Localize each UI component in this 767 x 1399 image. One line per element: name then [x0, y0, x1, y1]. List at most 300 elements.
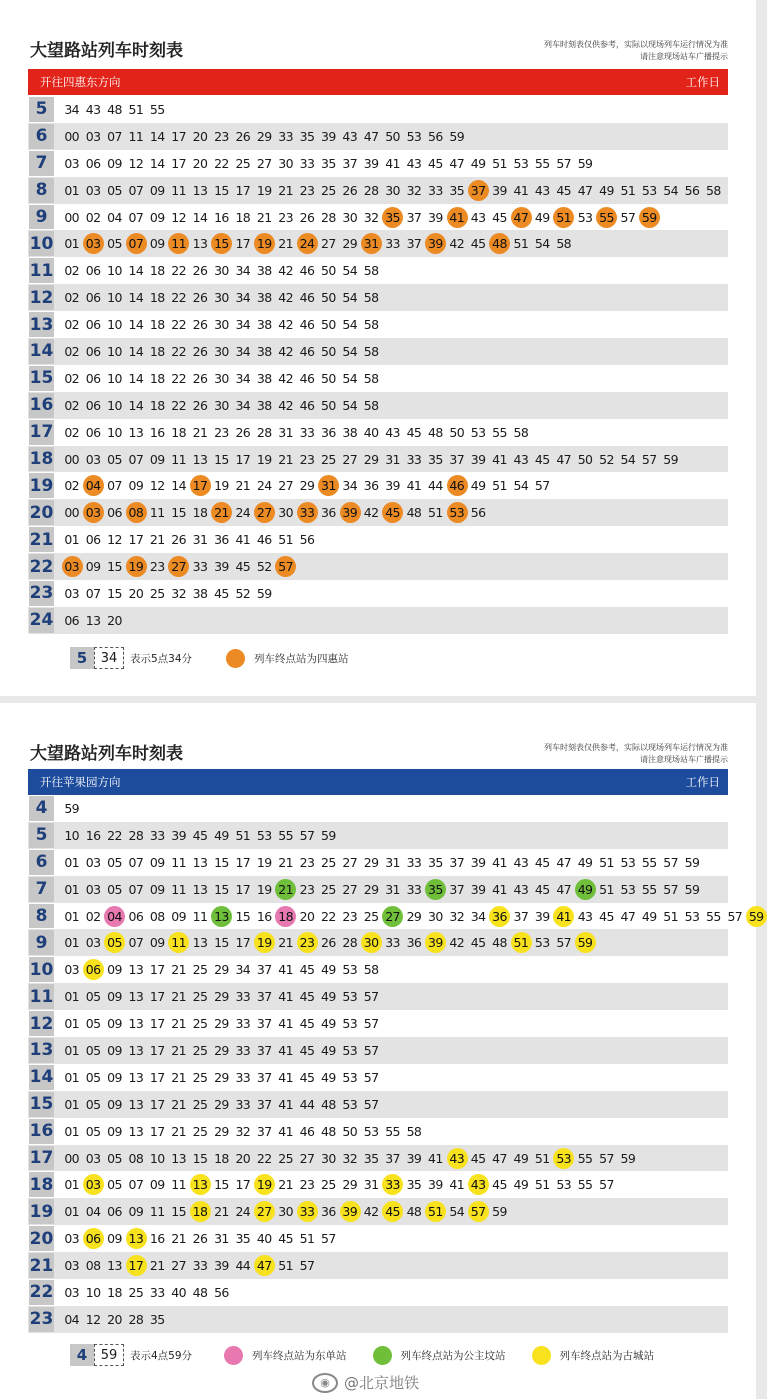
minute: 22 [256, 1150, 272, 1166]
minute: 25 [192, 1096, 208, 1112]
minute: 29 [214, 1123, 229, 1139]
minute: 00 [64, 128, 80, 144]
minutes-list [61, 123, 467, 150]
minute: 19 [214, 478, 229, 494]
minute: 36 [321, 505, 336, 521]
minute: 04 [85, 1204, 101, 1220]
pink-dot-icon [224, 1346, 243, 1365]
minute: 21 [171, 1123, 186, 1139]
minute: 15 [214, 854, 229, 870]
direction-label: 开往四惠东方向 [40, 75, 121, 89]
minute: 41 [278, 1042, 293, 1058]
minute: 29 [406, 908, 422, 924]
hour-cell: 5 [29, 97, 54, 122]
minute: 33 [192, 1258, 208, 1274]
minute: 17 [149, 1096, 165, 1112]
minute: 03 [85, 128, 101, 144]
minute: 41 [278, 989, 293, 1005]
minute: 00 [64, 1150, 80, 1166]
watermark-text: @北京地铁 [344, 1374, 420, 1392]
minute: 29 [214, 989, 229, 1005]
minute-marked: 53 [446, 505, 467, 520]
minute-marked: 24 [296, 236, 317, 251]
minute: 10 [85, 1284, 101, 1300]
minute: 17 [235, 854, 251, 870]
minute: 56 [427, 128, 443, 144]
minute: 58 [556, 236, 572, 252]
minute: 17 [235, 236, 251, 252]
hour-cell: 11 [29, 984, 54, 1009]
minute: 22 [171, 263, 186, 279]
minute: 25 [192, 989, 208, 1005]
minute: 58 [706, 182, 721, 198]
minute: 36 [321, 1204, 336, 1220]
minute: 17 [235, 1177, 251, 1193]
minute: 01 [64, 532, 80, 548]
timetable-row [28, 446, 728, 473]
minutes-list [61, 284, 382, 311]
minute: 51 [492, 478, 507, 494]
minute: 15 [214, 182, 229, 198]
minutes-list [61, 1252, 318, 1279]
minute: 54 [342, 317, 358, 333]
minute: 57 [620, 209, 636, 225]
minute-marked: 27 [254, 1204, 275, 1219]
minute: 39 [214, 559, 229, 575]
minute: 09 [149, 1177, 165, 1193]
minute: 03 [64, 1258, 80, 1274]
minute: 13 [85, 612, 101, 628]
minute: 19 [256, 451, 272, 467]
minute-marked: 39 [425, 935, 446, 950]
minute-marked: 21 [275, 882, 296, 897]
day-type-label: 工作日 [685, 75, 720, 89]
minute: 41 [427, 1150, 443, 1166]
minute: 40 [363, 424, 379, 440]
minute: 46 [299, 263, 315, 279]
minute: 31 [214, 1231, 229, 1247]
timetable-row [28, 526, 728, 553]
minute: 43 [342, 128, 358, 144]
minute: 35 [406, 1177, 422, 1193]
minute: 32 [449, 908, 465, 924]
minute-marked: 48 [489, 236, 510, 251]
minute: 32 [342, 1150, 358, 1166]
minute: 37 [256, 1016, 272, 1032]
minute: 39 [470, 451, 486, 467]
minute: 53 [256, 827, 272, 843]
hour-cell: 23 [29, 1307, 54, 1332]
minute: 25 [321, 881, 336, 897]
minute: 33 [235, 989, 251, 1005]
minute: 45 [427, 155, 443, 171]
minute: 54 [342, 370, 358, 386]
sheet-title: 大望路站列车时刻表 [30, 41, 183, 61]
minute: 59 [684, 854, 700, 870]
minute: 01 [64, 1096, 80, 1112]
minute: 07 [128, 881, 144, 897]
minute: 50 [385, 128, 400, 144]
minute-marked: 31 [360, 236, 381, 251]
minute: 54 [342, 290, 358, 306]
minutes-list [61, 177, 724, 204]
minute: 13 [128, 424, 144, 440]
minute: 09 [107, 1096, 122, 1112]
minute: 51 [534, 1150, 550, 1166]
minute-marked: 19 [254, 935, 275, 950]
hour-cell: 20 [29, 1226, 54, 1251]
minute: 45 [299, 1016, 315, 1032]
minute: 32 [406, 182, 422, 198]
minute: 49 [470, 478, 486, 494]
minute: 01 [64, 182, 80, 198]
minute: 20 [128, 585, 144, 601]
minute: 34 [64, 101, 80, 117]
minute: 06 [85, 155, 101, 171]
minute: 14 [128, 370, 144, 386]
minute: 09 [149, 209, 165, 225]
minute: 02 [64, 478, 80, 494]
minute: 27 [171, 1258, 186, 1274]
hour-cell: 4 [29, 796, 54, 821]
minute: 55 [641, 854, 657, 870]
timetable-row [28, 472, 728, 499]
minute: 21 [149, 532, 165, 548]
minute-marked: 33 [296, 505, 317, 520]
minute: 06 [85, 317, 101, 333]
hour-cell: 8 [29, 904, 54, 929]
minutes-list [61, 1037, 382, 1064]
minute-marked: 53 [553, 1151, 574, 1166]
minute: 47 [556, 451, 572, 467]
minute: 32 [363, 209, 379, 225]
minute: 58 [363, 962, 379, 978]
hour-cell: 9 [29, 930, 54, 955]
minute: 41 [406, 478, 422, 494]
minute: 45 [299, 1069, 315, 1085]
minute: 34 [470, 908, 486, 924]
minute: 53 [342, 1096, 358, 1112]
minute: 49 [321, 962, 336, 978]
timetable-row [28, 419, 728, 446]
minutes-list [61, 1279, 232, 1306]
minute-marked: 57 [275, 559, 296, 574]
minute: 57 [363, 1042, 379, 1058]
timetable-row [28, 607, 728, 634]
sheet-title: 大望路站列车时刻表 [30, 744, 183, 764]
minute: 48 [427, 424, 443, 440]
minute: 29 [256, 128, 272, 144]
minute: 53 [342, 1069, 358, 1085]
minute: 46 [299, 343, 315, 359]
minute-marked: 05 [104, 935, 125, 950]
minute: 06 [85, 532, 101, 548]
minute: 06 [85, 290, 101, 306]
timetable-row [28, 1091, 728, 1118]
hour-cell: 16 [29, 1119, 54, 1144]
minute: 09 [107, 989, 122, 1005]
minute: 57 [363, 1016, 379, 1032]
minute: 31 [278, 424, 293, 440]
minute: 02 [64, 370, 80, 386]
minute: 17 [149, 1042, 165, 1058]
minute: 02 [64, 290, 80, 306]
minute: 03 [85, 1150, 101, 1166]
minute: 45 [492, 209, 507, 225]
minute: 07 [128, 451, 144, 467]
minute: 08 [85, 1258, 101, 1274]
minute: 26 [321, 935, 336, 951]
minute: 18 [149, 290, 165, 306]
minute-marked: 04 [104, 909, 125, 924]
minute: 23 [299, 182, 315, 198]
orange-dot-icon [226, 649, 245, 668]
minute: 30 [214, 370, 229, 386]
minute: 13 [128, 1123, 144, 1139]
minute: 16 [214, 209, 229, 225]
minute-marked: 41 [553, 909, 574, 924]
minute: 09 [149, 881, 165, 897]
minute: 57 [599, 1177, 614, 1193]
timetable-row [28, 580, 728, 607]
minute: 05 [85, 1123, 101, 1139]
minute: 15 [192, 1150, 208, 1166]
hour-cell: 14 [29, 339, 54, 364]
minute: 45 [299, 989, 315, 1005]
note-line-2: 请注意现场站车广播提示 [640, 755, 728, 764]
minute: 10 [107, 370, 122, 386]
minute: 17 [171, 155, 186, 171]
minute: 43 [85, 101, 101, 117]
minute-marked: 08 [125, 505, 146, 520]
minute: 34 [342, 478, 358, 494]
minute: 37 [406, 236, 422, 252]
minute: 59 [256, 585, 272, 601]
minute: 38 [256, 343, 272, 359]
minutes-list [61, 876, 703, 903]
minute: 47 [577, 182, 593, 198]
minute: 09 [107, 1231, 122, 1247]
minute: 06 [85, 263, 101, 279]
minute: 53 [534, 935, 550, 951]
minute: 42 [449, 935, 465, 951]
minute: 13 [128, 962, 144, 978]
minute: 59 [684, 881, 700, 897]
minute: 09 [85, 559, 101, 575]
minute-marked: 13 [211, 909, 232, 924]
minute: 01 [64, 935, 80, 951]
minute: 21 [171, 989, 186, 1005]
minute: 50 [321, 263, 336, 279]
minute: 49 [599, 182, 614, 198]
hour-cell: 10 [29, 957, 54, 982]
minute: 21 [278, 236, 293, 252]
minute: 41 [278, 1123, 293, 1139]
minute: 11 [171, 451, 186, 467]
minute: 28 [342, 935, 358, 951]
minute: 59 [449, 128, 465, 144]
minute: 31 [385, 854, 400, 870]
minute: 50 [321, 397, 336, 413]
minute: 33 [299, 424, 315, 440]
minute: 54 [342, 343, 358, 359]
minute-marked: 51 [553, 210, 574, 225]
minute: 13 [192, 236, 208, 252]
minute: 15 [214, 881, 229, 897]
minute: 41 [385, 155, 400, 171]
minute: 37 [342, 155, 358, 171]
minute: 21 [278, 854, 293, 870]
minute: 21 [149, 1258, 165, 1274]
minute: 26 [299, 209, 315, 225]
minute: 09 [107, 1123, 122, 1139]
minute: 53 [342, 962, 358, 978]
minutes-list [61, 1091, 382, 1118]
timetable-row [28, 1198, 728, 1225]
timetable-row [28, 956, 728, 983]
minute: 30 [214, 343, 229, 359]
timetable-row [28, 392, 728, 419]
minute: 30 [214, 397, 229, 413]
timetable-row [28, 311, 728, 338]
minute: 37 [449, 451, 465, 467]
minute-marked: 35 [425, 882, 446, 897]
minute: 42 [363, 505, 379, 521]
minute: 37 [256, 962, 272, 978]
minute: 57 [363, 989, 379, 1005]
legend-example-minute: 34 [94, 647, 124, 669]
minute: 03 [64, 1284, 80, 1300]
hour-cell: 7 [29, 151, 54, 176]
minute: 34 [235, 317, 251, 333]
minute: 15 [107, 585, 122, 601]
minute: 29 [214, 962, 229, 978]
minute: 19 [256, 881, 272, 897]
minute-marked: 03 [82, 505, 103, 520]
hour-cell: 9 [29, 205, 54, 230]
minute: 01 [64, 881, 80, 897]
hour-cell: 19 [29, 1199, 54, 1224]
minute: 48 [492, 935, 507, 951]
minute: 46 [299, 370, 315, 386]
hour-cell: 13 [29, 312, 54, 337]
minute: 18 [149, 343, 165, 359]
minute: 55 [641, 881, 657, 897]
minute: 39 [492, 182, 507, 198]
minute: 30 [214, 290, 229, 306]
minute: 23 [299, 1177, 315, 1193]
minute: 28 [321, 209, 336, 225]
minute: 34 [235, 263, 251, 279]
minute: 28 [128, 827, 144, 843]
minute: 53 [684, 908, 700, 924]
minute: 02 [85, 209, 101, 225]
minute: 30 [214, 263, 229, 279]
minute: 22 [321, 908, 336, 924]
timetable-row [28, 365, 728, 392]
timetable-rows [28, 795, 764, 1333]
minute-marked: 27 [254, 505, 275, 520]
hour-cell: 23 [29, 581, 54, 606]
minute: 59 [663, 451, 678, 467]
minute: 45 [470, 236, 486, 252]
minute: 46 [299, 1123, 315, 1139]
minute: 15 [214, 935, 229, 951]
minute: 35 [449, 182, 465, 198]
minute: 21 [235, 478, 251, 494]
minute: 54 [534, 236, 550, 252]
hour-cell: 5 [29, 823, 54, 848]
minute: 07 [107, 128, 122, 144]
minute: 49 [513, 1177, 529, 1193]
minutes-list [61, 96, 168, 123]
minute: 24 [235, 505, 251, 521]
legend-marker-label: 列车终点站为东单站 [252, 1349, 347, 1362]
minute: 12 [128, 155, 144, 171]
minute: 12 [149, 478, 165, 494]
minute: 47 [449, 155, 465, 171]
minutes-list [61, 1064, 382, 1091]
legend-example-minute: 59 [94, 1344, 124, 1366]
minute: 45 [299, 1042, 315, 1058]
minute: 39 [214, 1258, 229, 1274]
minutes-list [61, 257, 382, 284]
minute-marked: 55 [596, 210, 617, 225]
minute: 53 [342, 1016, 358, 1032]
minute: 34 [235, 343, 251, 359]
minute: 01 [64, 1042, 80, 1058]
minute: 55 [149, 101, 165, 117]
minutes-list [61, 983, 382, 1010]
minute-marked: 18 [189, 1204, 210, 1219]
sheet-note [544, 39, 728, 63]
minutes-list [61, 607, 125, 634]
minute: 51 [492, 155, 507, 171]
direction-band [28, 69, 728, 95]
minute: 34 [235, 962, 251, 978]
minute: 41 [513, 182, 529, 198]
minute-marked: 45 [382, 505, 403, 520]
hour-cell: 17 [29, 1146, 54, 1171]
minute: 09 [107, 1042, 122, 1058]
legend-marker-gucheng [532, 1346, 655, 1365]
minute-marked: 35 [382, 210, 403, 225]
minute: 09 [171, 908, 186, 924]
minute: 42 [278, 370, 293, 386]
legend [70, 1344, 654, 1366]
hour-cell: 10 [29, 231, 54, 256]
minute: 45 [534, 854, 550, 870]
timetable-row [28, 876, 728, 903]
minute: 25 [321, 854, 336, 870]
minute: 56 [684, 182, 700, 198]
minute-marked: 59 [746, 909, 767, 924]
minute: 25 [149, 585, 165, 601]
minute: 19 [256, 182, 272, 198]
minute-marked: 06 [82, 1231, 103, 1246]
minute: 09 [149, 182, 165, 198]
minute: 01 [64, 1123, 80, 1139]
minute: 06 [128, 908, 144, 924]
minute: 41 [492, 854, 507, 870]
timetable-sheet-eastbound [0, 0, 756, 696]
minute: 30 [278, 505, 293, 521]
minute: 11 [192, 908, 208, 924]
minute-marked: 41 [446, 210, 467, 225]
hour-cell: 22 [29, 1280, 54, 1305]
minute: 19 [256, 854, 272, 870]
minute: 49 [513, 1150, 529, 1166]
